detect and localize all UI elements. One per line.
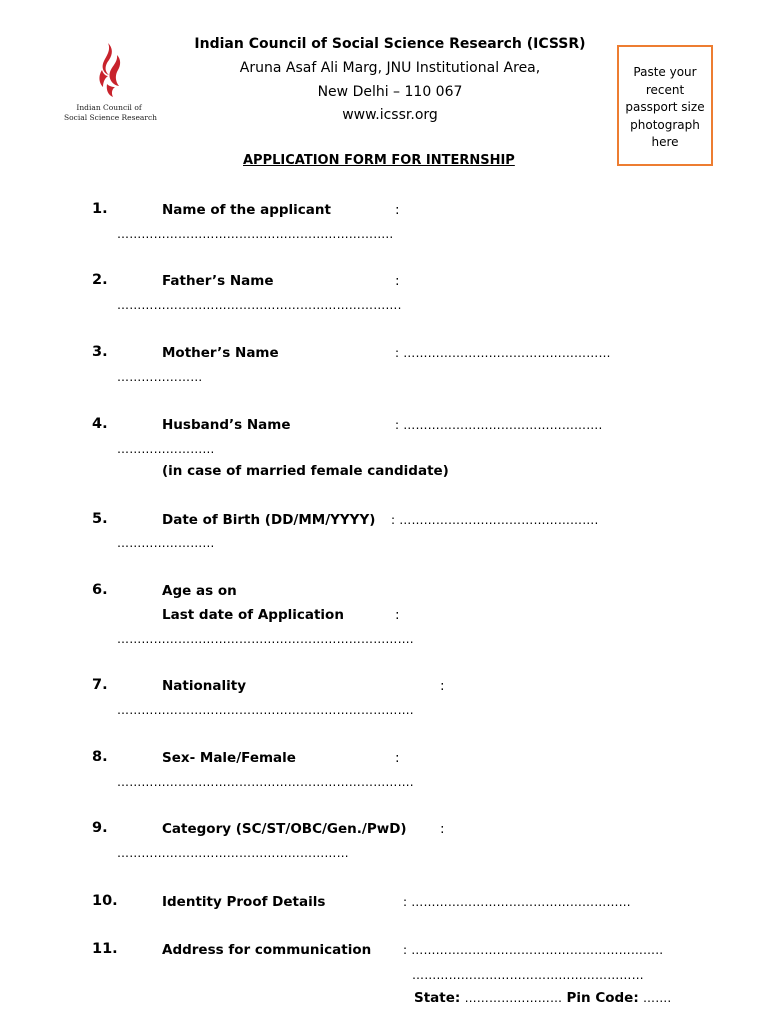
pin-code-line[interactable]: …….	[643, 991, 672, 1005]
pin-code-label: Pin Code:	[566, 990, 639, 1006]
website-link[interactable]: www.icssr.org	[342, 107, 438, 123]
field-colon: :	[440, 678, 445, 694]
husbands-name-line[interactable]: : ………………………………………….	[395, 418, 603, 432]
field-label: Mother’s Name	[162, 345, 279, 361]
field-label: Sex- Male/Female	[162, 750, 296, 766]
field-label: Category (SC/ST/OBC/Gen./PwD)	[162, 821, 407, 837]
field-label: Address for communication	[162, 942, 372, 958]
field-label: Father’s Name	[162, 273, 274, 289]
org-name: Indian Council of Social Science Research (ICSSR)	[194, 36, 586, 52]
dob-line[interactable]: : ………………………………………….	[391, 513, 599, 527]
state-label: State:	[414, 990, 461, 1006]
field-colon: :	[440, 821, 445, 837]
fathers-name-line[interactable]: …………………………………………………………….	[117, 298, 402, 312]
sex-line[interactable]: ……………………………………………………………….	[117, 775, 414, 789]
logo-caption: Indian Council of Social Science Research	[64, 103, 157, 122]
field-number: 6.	[92, 582, 108, 598]
field-note: (in case of married female candidate)	[162, 463, 449, 479]
nationality-line[interactable]: ……………………………………………………………….	[117, 703, 414, 717]
mothers-name-line-cont[interactable]: …………………	[117, 370, 203, 384]
address-line-2: New Delhi – 110 067	[317, 84, 463, 100]
field-colon: :	[395, 202, 400, 218]
passport-photo-box: Paste your recent passport size photograph here	[617, 45, 713, 166]
address-line-1: Aruna Asaf Ali Marg, JNU Institutional Area,	[239, 60, 541, 76]
address-line-1-field[interactable]: : ……………………………………………………..	[403, 943, 664, 957]
address-line-2-field[interactable]: …………………………………………………	[412, 968, 644, 982]
state-pin-row	[414, 990, 671, 1006]
field-label: Date of Birth (DD/MM/YYYY)	[162, 512, 376, 528]
field-number: 11.	[92, 941, 118, 957]
category-line[interactable]: …………………………………………………	[117, 846, 349, 860]
flame-logo-icon	[88, 40, 132, 100]
field-label-line-2: Last date of Application	[162, 607, 344, 623]
form-title: APPLICATION FORM FOR INTERNSHIP	[243, 153, 515, 168]
mothers-name-line[interactable]: : ……………………………………………	[395, 346, 611, 360]
field-number: 5.	[92, 511, 108, 527]
field-colon: :	[395, 273, 400, 289]
applicant-name-line[interactable]: …………………………………………………………..	[117, 227, 394, 241]
husbands-name-line-cont[interactable]: ……………………	[117, 442, 215, 456]
field-number: 8.	[92, 749, 108, 765]
field-number: 10.	[92, 893, 118, 909]
field-number: 7.	[92, 677, 108, 693]
field-number: 1.	[92, 201, 108, 217]
field-label: Name of the applicant	[162, 202, 331, 218]
field-label: Husband’s Name	[162, 417, 291, 433]
field-colon: :	[395, 607, 400, 623]
field-number: 4.	[92, 416, 108, 432]
field-label: Age as on	[162, 583, 237, 599]
field-label: Identity Proof Details	[162, 894, 326, 910]
age-line[interactable]: ……………………………………………………………….	[117, 632, 414, 646]
field-label: Nationality	[162, 678, 246, 694]
field-number: 9.	[92, 820, 108, 836]
field-number: 3.	[92, 344, 108, 360]
field-colon: :	[395, 750, 400, 766]
identity-proof-line[interactable]: : ………………………………………………	[403, 895, 631, 909]
dob-line-cont[interactable]: ……………………	[117, 536, 215, 550]
state-line[interactable]: ……………………	[464, 991, 563, 1005]
field-number: 2.	[92, 272, 108, 288]
